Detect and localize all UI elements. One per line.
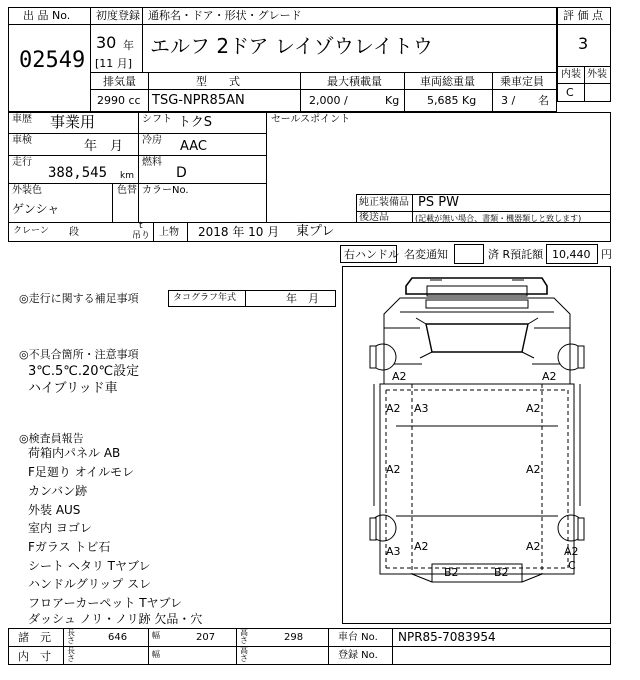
body-year: 2018 年 10 月 <box>198 225 280 239</box>
damage-code: A2 <box>386 402 401 415</box>
damage-code: A2 <box>414 540 429 553</box>
ac-value: AAC <box>180 139 207 154</box>
recycle-unit: 円 <box>601 248 612 261</box>
equipment-label: 純正装備品 <box>359 197 409 208</box>
mileage-value: 388,545 <box>48 165 108 181</box>
history-label: 車歴 <box>12 114 32 125</box>
report-item: ハンドルグリップ スレ <box>28 577 152 591</box>
model-name: エルフ 2ドア レイゾウレイトウ <box>150 34 433 58</box>
year-char: 年 <box>123 39 134 52</box>
damage-code: A2 <box>526 540 541 553</box>
recycle-label: 済 R預託額 <box>488 248 544 261</box>
color-value: ゲンシャ <box>12 202 60 216</box>
height-value: 298 <box>284 632 304 643</box>
damage-code: A2 <box>564 545 579 558</box>
damage-code: B2 <box>494 566 509 579</box>
inspection-value: 年 月 <box>84 139 124 154</box>
damage-code: A2 <box>526 463 541 476</box>
damage-code: A2 <box>392 370 407 383</box>
damage-code: C <box>568 559 576 572</box>
equipment-value: PS PW <box>418 195 459 210</box>
max-load-value: 2,000 / <box>309 94 348 107</box>
fuel-value: D <box>176 165 187 181</box>
history-value: 事業用 <box>50 113 96 131</box>
inner-dims-label: 内 寸 <box>18 650 51 663</box>
damage-code: A2 <box>386 463 401 476</box>
driving-notes-label: ◎走行に関する補足事項 <box>19 292 139 305</box>
displacement-value: 2990 cc <box>97 94 141 107</box>
body-label: 上物 <box>159 227 179 238</box>
color-no-label: カラーNo. <box>142 185 189 196</box>
damage-code: A2 <box>526 402 541 415</box>
aftermarket-label: 後送品 <box>359 212 389 223</box>
reg-label: 登録 No. <box>338 650 378 661</box>
damage-code: A3 <box>386 545 401 558</box>
name-change-box <box>454 244 484 264</box>
mileage-unit: km <box>120 171 134 181</box>
name-change-label: 名変通知 <box>404 248 448 261</box>
defects-label: ◎不具合箇所・注意事項 <box>19 348 139 361</box>
first-reg-year: 30 <box>96 33 117 52</box>
report-item: 荷箱内パネル AB <box>28 446 121 460</box>
interior-label: 内装 <box>561 69 581 80</box>
damage-code: A2 <box>542 370 557 383</box>
shift-value: トクS <box>178 115 212 130</box>
damage-code: B2 <box>444 566 459 579</box>
length-label: 長さ <box>67 628 75 645</box>
report-item: ダッシュ ノリ・ノリ跡 欠品・穴 <box>28 612 203 626</box>
ac-label: 冷房 <box>142 135 162 146</box>
damage-code: A3 <box>414 402 429 415</box>
color-label: 外装色 <box>12 185 42 196</box>
crane-label: クレーン <box>13 226 49 236</box>
model-code-value: TSG-NPR85AN <box>152 93 245 108</box>
fuel-label: 燃料 <box>142 157 162 168</box>
body-maker: 東プレ <box>296 224 335 239</box>
tachograph-label: タコグラフ年式 <box>173 293 237 303</box>
interior-grade: C <box>566 86 574 99</box>
gross-weight-label: 車両総重量 <box>420 75 475 88</box>
report-item: カンバン跡 <box>28 484 88 498</box>
inner-length-label: 長さ <box>67 646 75 663</box>
rating-value: 3 <box>578 34 589 53</box>
report-item: 室内 ヨゴレ <box>28 521 92 535</box>
capacity-value: 3 / <box>501 94 516 107</box>
inner-height-label: 高さ <box>240 646 248 663</box>
crane-ton: t <box>139 221 143 231</box>
report-item: 外装 AUS <box>28 503 81 517</box>
recycle-amount: 10,440 <box>552 248 591 261</box>
crane-stage: 段 <box>69 227 79 238</box>
defect-2: ハイブリッド車 <box>28 381 118 396</box>
mileage-label: 走行 <box>12 157 32 168</box>
report-item: Fガラス トビ石 <box>28 540 111 554</box>
tachograph-value: 年 月 <box>286 292 319 305</box>
sales-point-label: セールスポイント <box>271 114 351 125</box>
chassis-label: 車台 No. <box>338 632 378 643</box>
lot-number: 02549 <box>19 48 86 73</box>
first-reg-label: 初度登録 <box>96 9 140 22</box>
inner-width-label: 幅 <box>152 650 160 659</box>
name-label: 通称名・ドア・形状・グレード <box>148 9 302 22</box>
lot-label: 出 品 No. <box>23 9 71 22</box>
exterior-label: 外装 <box>587 69 607 80</box>
inspector-label: ◎検査員報告 <box>19 432 84 445</box>
length-value: 646 <box>108 632 128 643</box>
gross-weight-value: 5,685 Kg <box>427 94 477 107</box>
max-load-label: 最大積載量 <box>327 75 382 88</box>
defect-1: 3℃.5℃.20℃設定 <box>28 364 140 379</box>
inspection-label: 車検 <box>12 135 32 146</box>
report-item: シート ヘタリ Tヤブレ <box>28 559 151 573</box>
shift-label: シフト <box>142 114 172 125</box>
width-label: 幅 <box>152 631 160 640</box>
model-code-label: 型 式 <box>196 75 240 88</box>
truck-damage-diagram <box>342 266 611 624</box>
chassis-no: NPR85-7083954 <box>398 630 496 644</box>
capacity-label: 乗車定員 <box>500 75 544 88</box>
handle-value: 右ハンドル <box>344 248 399 261</box>
width-value: 207 <box>196 632 216 643</box>
color-change-label: 色替 <box>117 185 137 196</box>
max-load-unit: Kg <box>385 94 400 107</box>
first-reg-month: [11 月] <box>95 57 133 70</box>
displacement-label: 排気量 <box>103 75 136 88</box>
crane-lift: 吊り <box>132 231 151 241</box>
report-item: フロアーカーペット Tヤブレ <box>28 596 183 610</box>
rating-label: 評 価 点 <box>563 9 603 22</box>
capacity-unit: 名 <box>538 94 549 107</box>
aftermarket-note: (記載が無い場合、書類・機器類しと致します) <box>415 214 582 223</box>
height-label: 高さ <box>240 628 248 645</box>
report-item: F足廻り オイルモレ <box>28 465 135 479</box>
dims-label: 諸 元 <box>18 631 51 644</box>
